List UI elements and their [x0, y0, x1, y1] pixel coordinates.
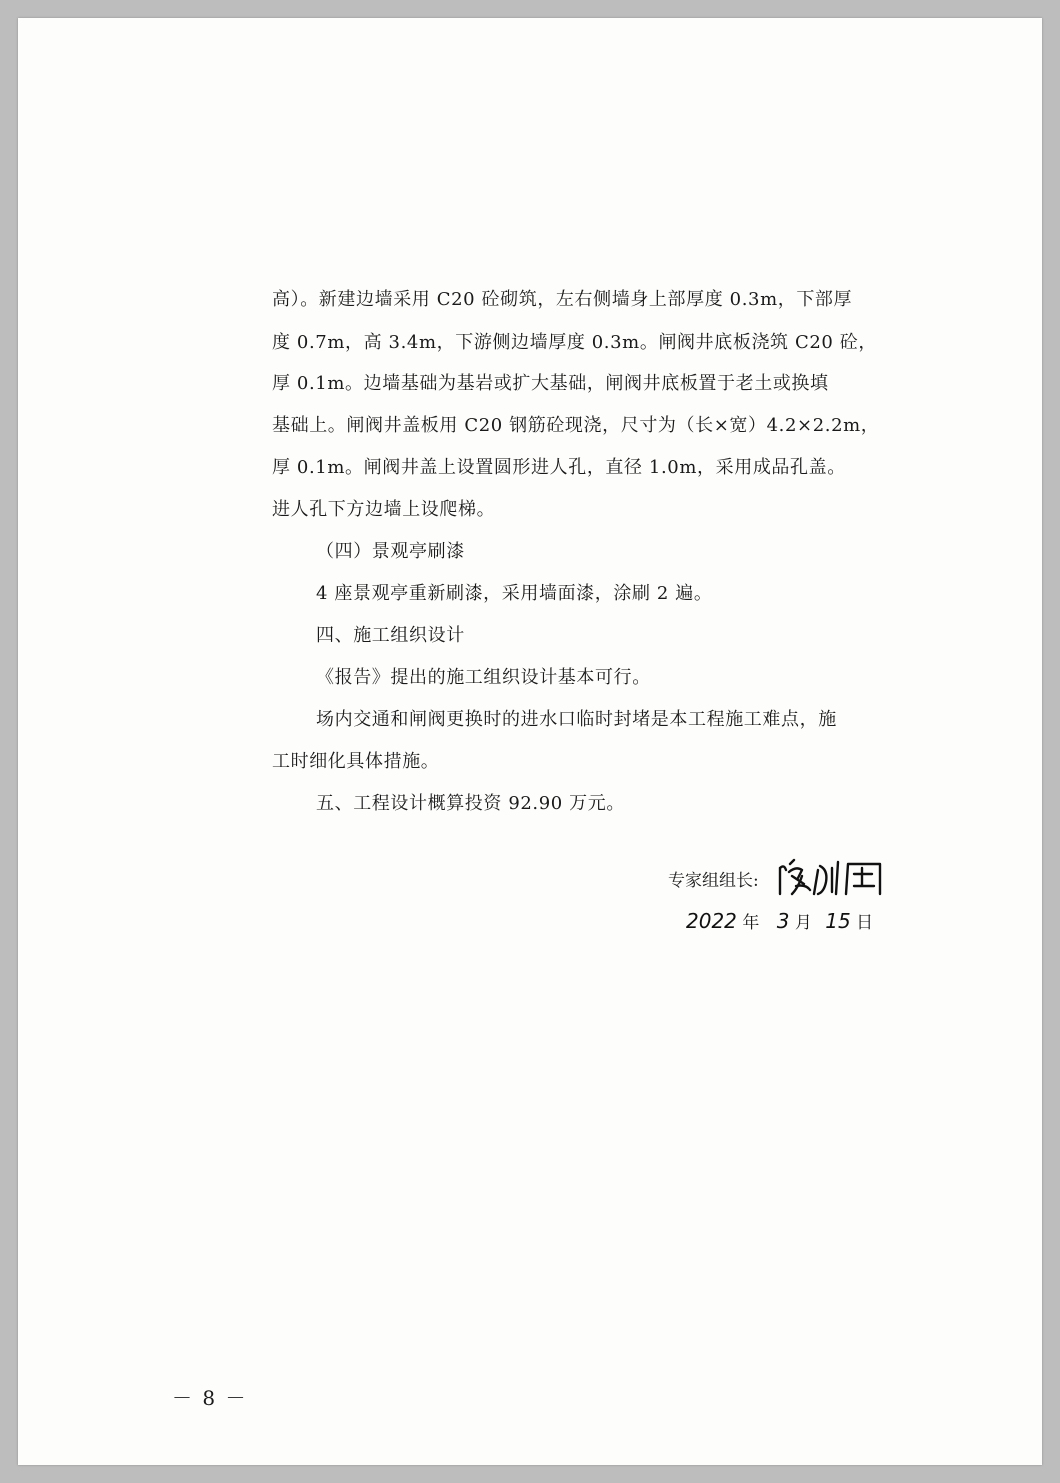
date-month-unit: 月: [794, 913, 812, 933]
paragraph-line: 厚 0.1m。闸阀井盖上设置圆形进人孔，直径 1.0m，采用成品孔盖。: [272, 457, 846, 478]
signature-block: [668, 854, 908, 954]
signature-label: 专家组组长:: [668, 871, 759, 891]
signature-date: [686, 908, 873, 933]
paragraph-line: 4 座景观亭重新刷漆，采用墙面漆，涂刷 2 遍。: [316, 583, 713, 604]
section-heading: 五、工程设计概算投资 92.90 万元。: [316, 793, 625, 814]
paragraph-line: 《报告》提出的施工组织设计基本可行。: [316, 667, 651, 688]
date-year-unit: 年: [742, 913, 760, 933]
paragraph-line: 度 0.7m，高 3.4m，下游侧边墙厚度 0.3m。闸阀井底板浇筑 C20 砼，: [272, 332, 877, 353]
section-heading: 四、施工组织设计: [316, 625, 465, 646]
date-month: 3: [776, 909, 790, 933]
paragraph-line: 场内交通和闸阀更换时的进水口临时封堵是本工程施工难点，施: [316, 709, 837, 730]
subsection-heading: （四）景观亭刷漆: [316, 541, 465, 562]
document-page: [18, 18, 1042, 1465]
page-number: － 8 －: [172, 1386, 248, 1410]
paragraph-line: 高）。新建边墙采用 C20 砼砌筑，左右侧墙身上部厚度 0.3m，下部厚: [272, 289, 853, 310]
paragraph-line: 进人孔下方边墙上设爬梯。: [272, 499, 496, 520]
paragraph-line: 工时细化具体措施。: [272, 751, 440, 772]
paragraph-line: 基础上。闸阀井盖板用 C20 钢筋砼现浇，尺寸为（长×宽）4.2×2.2m，: [272, 415, 880, 436]
date-year: 2022: [686, 909, 737, 933]
date-day-unit: 日: [856, 913, 874, 933]
handwritten-signature: [776, 854, 894, 904]
paragraph-line: 厚 0.1m。边墙基础为基岩或扩大基础，闸阀井底板置于老土或换填: [272, 373, 829, 394]
date-day: 15: [825, 909, 851, 933]
